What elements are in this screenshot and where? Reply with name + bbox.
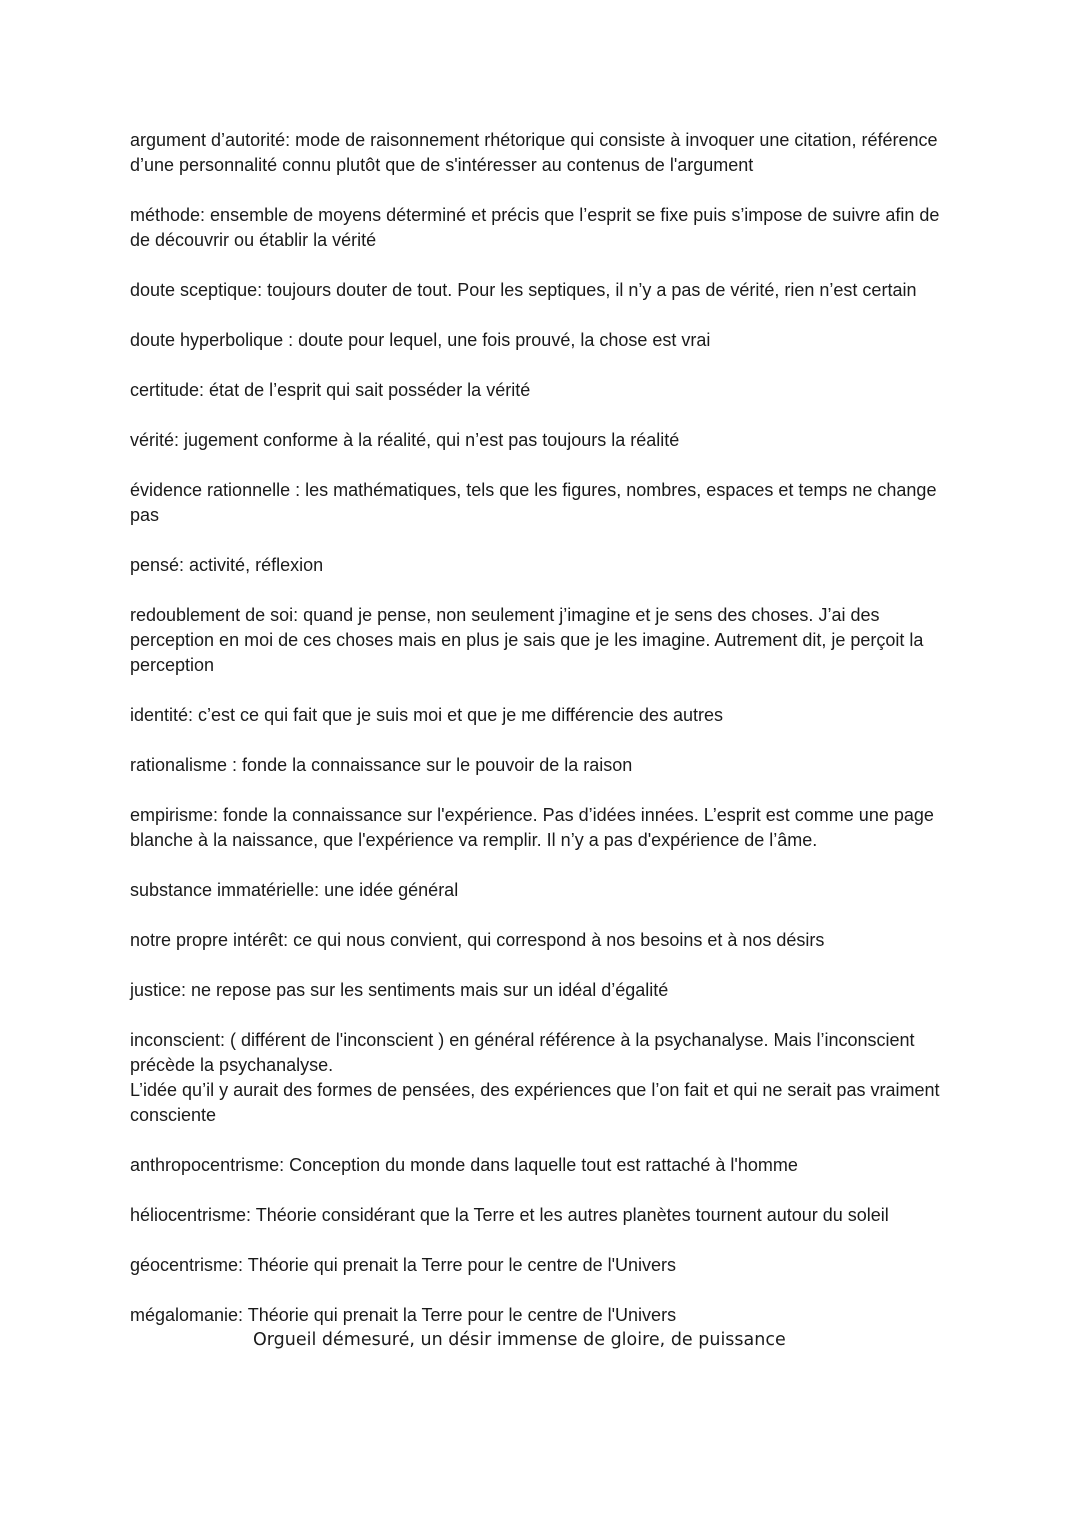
entry-identite [130, 703, 950, 728]
definition-text: notre propre intérêt: ce qui nous convient, qui correspond à nos besoins et à nos désirs [130, 930, 825, 950]
definition-text: vérité: jugement conforme à la réalité, qui n’est pas toujours la réalité [130, 430, 680, 450]
entry-evidence-rationnelle [130, 478, 950, 528]
entry-justice [130, 978, 950, 1003]
definition-text: substance immatérielle: une idée général [130, 880, 459, 900]
definition-text: anthropocentrisme: Conception du monde dans laquelle tout est rattaché à l'homme [130, 1155, 798, 1175]
definition-continuation: L’idée qu’il y aurait des formes de pensées, des expériences que l’on fait et qui ne serait pas vraiment consciente [130, 1080, 940, 1125]
entry-doute-hyperbolique [130, 328, 950, 353]
entry-rationalisme [130, 753, 950, 778]
definition-text: pensé: activité, réflexion [130, 555, 324, 575]
definition-text: justice: ne repose pas sur les sentiments mais sur un idéal d’égalité [130, 980, 669, 1000]
entry-argument-autorite [130, 128, 950, 178]
entry-geocentrisme [130, 1253, 950, 1278]
entry-empirisme [130, 803, 950, 853]
entry-inconscient [130, 1028, 950, 1128]
definition-text: empirisme: fonde la connaissance sur l'expérience. Pas d’idées innées. L’esprit est comme une page blanche à la naissance, que l'expérience va remplir. Il n’y a pas d'expérience de l’âme. [130, 805, 934, 850]
entry-substance-immaterielle [130, 878, 950, 903]
entry-certitude [130, 378, 950, 403]
definition-text: doute sceptique: toujours douter de tout. Pour les septiques, il n’y a pas de vérité, rien n’est certain [130, 280, 917, 300]
definition-text: redoublement de soi: quand je pense, non seulement j’imagine et je sens des choses. J’ai des perception en moi de ces choses mais en plus je sais que je les imagine. Autrement dit, je perçoit la perception [130, 605, 924, 675]
entry-pense [130, 553, 950, 578]
glossary [130, 128, 950, 1378]
entry-verite [130, 428, 950, 453]
definition-text: identité: c’est ce qui fait que je suis moi et que je me différencie des autres [130, 705, 723, 725]
definition-text: mégalomanie: Théorie qui prenait la Terre pour le centre de l'Univers [130, 1305, 677, 1325]
definition-continuation: Orgueil démesuré, un désir immense de gloire, de puissance [253, 1330, 786, 1350]
definition-text: héliocentrisme: Théorie considérant que la Terre et les autres planètes tournent autour du soleil [130, 1205, 889, 1225]
entry-heliocentrisme [130, 1203, 950, 1228]
entry-doute-sceptique [130, 278, 950, 303]
definition-text: géocentrisme: Théorie qui prenait la Terre pour le centre de l'Univers [130, 1255, 677, 1275]
entry-notre-propre-interet [130, 928, 950, 953]
definition-text: rationalisme : fonde la connaissance sur le pouvoir de la raison [130, 755, 633, 775]
definition-text: doute hyperbolique : doute pour lequel, une fois prouvé, la chose est vrai [130, 330, 711, 350]
definition-text: évidence rationnelle : les mathématiques, tels que les figures, nombres, espaces et temps ne change pas [130, 480, 937, 525]
definition-text: méthode: ensemble de moyens déterminé et précis que l’esprit se fixe puis s’impose de suivre afin de de découvrir ou établir la vérité [130, 205, 940, 250]
definition-text: certitude: état de l’esprit qui sait posséder la vérité [130, 380, 531, 400]
entry-megalomanie [130, 1303, 950, 1353]
definition-text: argument d’autorité: mode de raisonnement rhétorique qui consiste à invoquer une citation, référence d’une personnalité connu plutôt que de s'intéresser au contenus de l'argument [130, 130, 938, 175]
entry-anthropocentrisme [130, 1153, 950, 1178]
entry-methode [130, 203, 950, 253]
definition-text: inconscient: ( différent de l'inconscient ) en général référence à la psychanalyse. Mais l’inconscient précède la psychanalyse. [130, 1030, 915, 1075]
entry-redoublement-de-soi [130, 603, 950, 678]
